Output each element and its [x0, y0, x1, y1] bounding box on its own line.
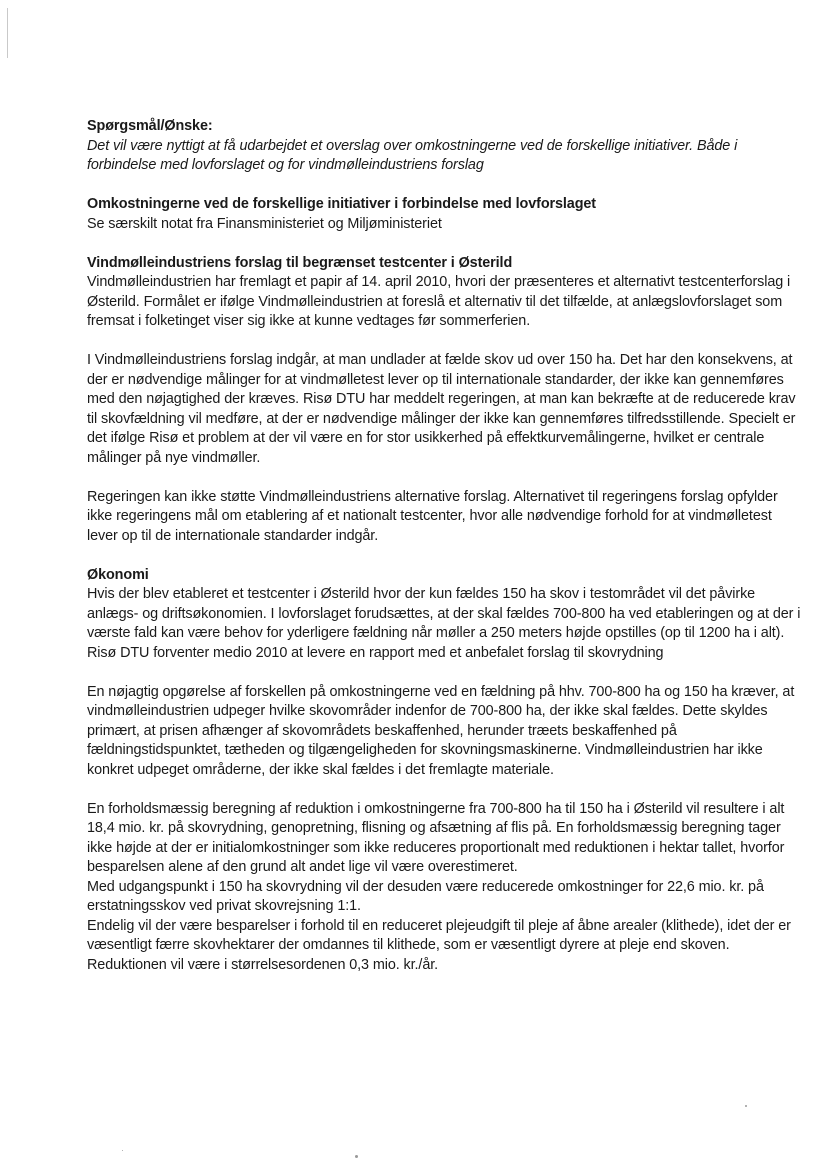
question-text: Det vil være nyttigt at få udarbejdet et overslag over omkostningerne ved de forskellige initiativer. Både i forbindelse med lovforslaget og for vindmølleindustriens forslag [87, 137, 738, 173]
costs-section [87, 195, 805, 234]
industry-section [87, 254, 805, 547]
economy-paragraph: En forholdsmæssig beregning af reduktion i omkostningerne fra 700-800 ha til 150 ha i Østerild vil resultere i alt 18,4 mio. kr. på skovrydning, genopretning, flisning og afsætning af flis på. En forholdsmæssig beregning tager ikke højde at der er initialomkostninger som ikke reduceres proportionalt med reduktionen i hektar tallet, hvorfor besparelsen alene af den grund alt andet lige vil være overestimeret. [87, 800, 785, 875]
scan-page-edge [7, 8, 8, 58]
spacer [87, 780, 805, 800]
economy-paragraph: Med udgangspunkt i 150 ha skovrydning vil der desuden være reducerede omkostninger for 22,6 mio. kr. på erstatningsskov ved privat skovrejsning 1:1. [87, 878, 764, 914]
industry-paragraph: Regeringen kan ikke støtte Vindmølleindustriens alternative forslag. Alternativet til regeringens forslag opfylder ikke regeringens mål om etablering af et nationalt testcenter, hvor alle nødvendige forhold for at vindmølletest lever op til de internationale standarder indgår. [87, 488, 778, 544]
document-page [87, 117, 805, 975]
economy-section [87, 566, 805, 976]
spacer [87, 234, 805, 254]
scan-speck [122, 1150, 123, 1151]
question-heading: Spørgsmål/Ønske: [87, 118, 213, 134]
scan-speck [355, 1155, 358, 1158]
spacer [87, 546, 805, 566]
costs-text: Se særskilt notat fra Finansministeriet og Miljøministeriet [87, 215, 442, 232]
industry-paragraph: Vindmølleindustrien har fremlagt et papir af 14. april 2010, hvori der præsenteres et alternativt testcenterforslag i Østerild. Formålet er ifølge Vindmølleindustrien at foreslå et alternativ til det tilfælde, at anlægslovforslaget som fremsat i folketinget viser sig ikke at kunne vedtages før sommerferien. [87, 274, 791, 329]
question-section [87, 117, 805, 176]
economy-paragraph: En nøjagtig opgørelse af forskellen på omkostningerne ved en fældning på hhv. 700-800 ha og 150 ha kræver, at vindmølleindustrien udpeger hvilke skovområder indenfor de 700-800 ha, der ikke skal fældes. Dette skyldes primært, at prisen afhænger af skovområdets beskaffenhed, herunder træets beskaffenhed på fældningstidspunktet, tætheden og tilgængeligheden for skovningsmaskinerne. Vindmølleindustrien har ikke konkret udpeget områderne, der ikke skal fældes i det fremlagte materiale. [87, 683, 795, 778]
industry-heading: Vindmølleindustriens forslag til begrænset testcenter i Østerild [87, 254, 513, 271]
spacer [87, 332, 805, 352]
economy-paragraph: Hvis der blev etableret et testcenter i Østerild hvor der kun fældes 150 ha skov i testområdet vil det påvirke anlægs- og driftsøkonomien. I lovforslaget forudsættes, at der skal fældes 700-800 ha ved etableringen og at der i værste fald kan være behov for yderligere fældning når møller a 250 meters højde opstilles (op til 1200 ha i alt). Risø DTU forventer medio 2010 at levere en rapport med et anbefalet forslag til skovrydning [87, 586, 801, 661]
spacer [87, 663, 805, 683]
industry-paragraph: I Vindmølleindustriens forslag indgår, at man undlader at fælde skov ud over 150 ha. Det har den konsekvens, at der er nødvendige målinger for at vindmølletest lever op til internationale standarder, der ikke kan gennemføres med den nøjagtighed der kræves. Risø DTU har meddelt regeringen, at man kan bekræfte at de reducerede krav til skovfældning vil medføre, at der er nødvendige målinger der ikke kan gennemføres tilfredsstillende. Specielt er det ifølge Risø et problem at der vil være en for stor usikkerhed på effektkurvemålingerne, hvilket er centrale målinger på nye vindmøller. [87, 352, 796, 466]
spacer [87, 468, 805, 488]
costs-heading: Omkostningerne ved de forskellige initiativer i forbindelse med lovforslaget [87, 196, 596, 212]
economy-paragraph: Endelig vil der være besparelser i forhold til en reduceret plejeudgift til pleje af åbne arealer (klithede), idet der er væsentligt færre skovhektarer der omdannes til klithede, som er væsentligt dyrere at pleje end skoven. Reduktionen vil være i størrelsesordenen 0,3 mio. kr./år. [87, 917, 791, 973]
economy-heading: Økonomi [87, 566, 149, 583]
scan-speck [745, 1105, 747, 1107]
spacer [87, 176, 805, 196]
